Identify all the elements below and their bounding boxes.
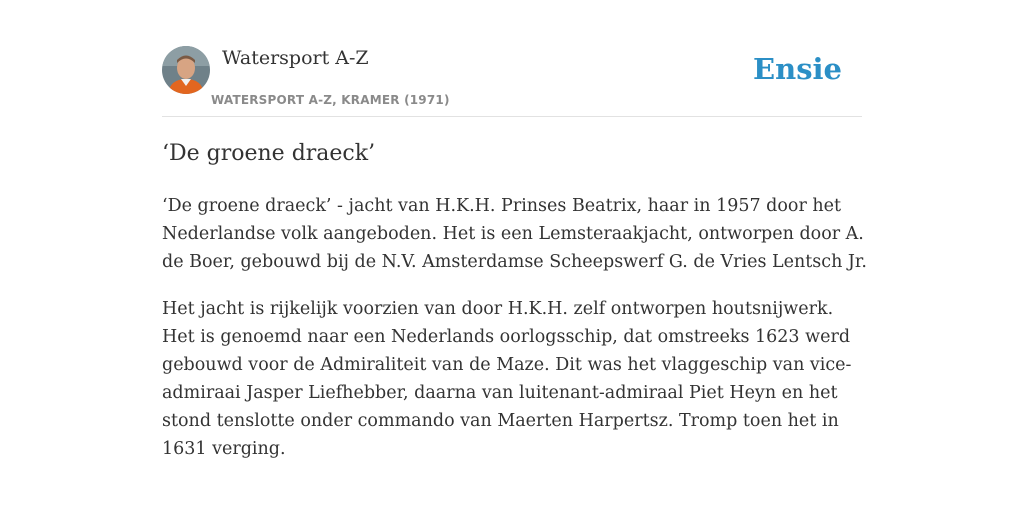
entry-header — [162, 46, 862, 117]
entry-body — [162, 192, 867, 482]
body-paragraph: ‘De groene draeck’ - jacht van H.K.H. Prinses Beatrix, haar in 1957 door het Nederlandse volk aangeboden. Het is een Lemsteraakjacht, ontworpen door A. de Boer, gebouwd bij de N.V. Amsterdamse Scheepswerf G. de Vries Lentsch Jr. — [162, 196, 867, 272]
source-line: WATERSPORT A-Z, KRAMER (1971) — [211, 93, 450, 107]
ensie-logo[interactable]: Ensie — [753, 52, 842, 86]
book-title[interactable]: Watersport A-Z — [222, 47, 369, 69]
portrait-icon — [162, 46, 210, 94]
entry-title: ‘De groene draeck’ — [162, 141, 376, 166]
body-paragraph: Het jacht is rijkelijk voorzien van door H.K.H. zelf ontworpen houtsnijwerk. Het is genoemd naar een Nederlands oorlogsschip, dat omstreeks 1623 werd gebouwd voor de Admiraliteit van de Maze. Dit was het vlaggeschip van vice-admiraai Jasper Liefhebber, daarna van luitenant-admiraal Piet Heyn en het stond tenslotte onder commando van Maerten Harpertsz. Tromp toen het in 1631 verging. — [162, 299, 852, 459]
author-avatar[interactable] — [162, 46, 210, 94]
